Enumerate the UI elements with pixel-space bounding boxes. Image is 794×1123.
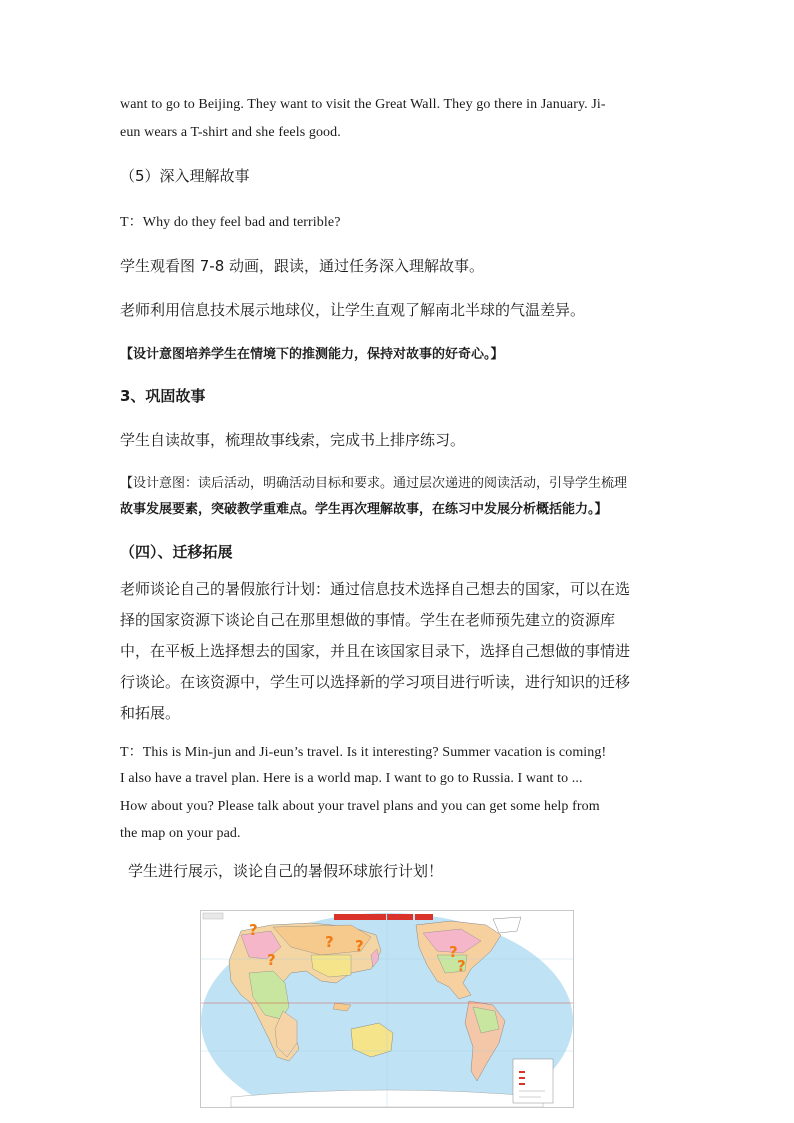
design-intent-body: 培养学生在情境下的推测能力，保持对故事的好奇心。】 <box>185 347 504 362</box>
legend-swatch <box>519 1077 525 1079</box>
question-marker-icon[interactable]: ? <box>325 933 334 951</box>
teacher-line: How about you? Please talk about your travel plans and you can get some help from <box>120 799 600 814</box>
legend-swatch <box>519 1083 525 1085</box>
map-header-bar <box>387 914 413 920</box>
world-map-graphic <box>201 911 573 1107</box>
text-line: eun wears a T-shirt and she feels good. <box>120 125 341 140</box>
design-intent-prefix: 【设计意图 <box>120 347 186 362</box>
question-marker-icon[interactable]: ? <box>457 957 466 975</box>
section-heading: （5）深入理解故事 <box>120 167 250 185</box>
paragraph-line: 行谈论。在该资源中，学生可以选择新的学习项目进行听读，进行知识的迁移 <box>120 673 631 691</box>
teacher-line: I also have a travel plan. Here is a world map. I want to go to Russia. I want to ... <box>120 771 583 786</box>
question-marker-icon[interactable]: ? <box>449 943 458 961</box>
question-marker-icon[interactable]: ? <box>249 921 258 939</box>
paragraph: 学生进行展示，谈论自己的暑假环球旅行计划！ <box>128 862 444 880</box>
map-header-bar <box>334 914 386 920</box>
teacher-line: the map on your pad. <box>120 826 241 841</box>
paragraph: 老师利用信息技术展示地球仪，让学生直观了解南北半球的气温差异。 <box>120 301 586 319</box>
teacher-line: T：This is Min-jun and Ji-eun’s travel. Is it interesting? Summer vacation is coming! <box>120 745 607 760</box>
paragraph: 学生观看图 7-8 动画，跟读，通过任务深入理解故事。 <box>120 257 485 275</box>
question-marker-icon[interactable]: ? <box>267 951 276 969</box>
legend-swatch <box>519 1071 525 1073</box>
text-line: want to go to Beijing. They want to visit the Great Wall. They go there in January. Ji- <box>120 97 606 112</box>
paragraph: 学生自读故事，梳理故事线索，完成书上排序练习。 <box>120 431 466 449</box>
design-intent <box>120 343 504 362</box>
section-heading: 3、巩固故事 <box>120 387 206 405</box>
teacher-line: T：Why do they feel bad and terrible? <box>120 215 341 230</box>
world-map-image[interactable] <box>200 910 574 1108</box>
map-toolbar <box>203 913 223 919</box>
paragraph-line: 中，在平板上选择想去的国家，并且在该国家目录下，选择自己想做的事情进 <box>120 642 631 660</box>
region-greenland <box>493 917 521 933</box>
map-legend <box>513 1059 553 1103</box>
paragraph-line: 老师谈论自己的暑假旅行计划：通过信息技术选择自己想去的国家，可以在选 <box>120 580 631 598</box>
map-header-bar <box>415 914 433 920</box>
section-heading: （四）、迁移拓展 <box>120 543 233 561</box>
paragraph-line: 和拓展。 <box>120 704 181 722</box>
question-marker-icon[interactable]: ? <box>355 937 364 955</box>
design-intent: 故事发展要素，突破教学重难点。学生再次理解故事，在练习中发展分析概括能力。】 <box>120 502 608 517</box>
paragraph-line: 择的国家资源下谈论自己在那里想做的事情。学生在老师预先建立的资源库 <box>120 611 616 629</box>
design-intent: 【设计意图：读后活动，明确活动目标和要求。通过层次递进的阅读活动，引导学生梳理 <box>120 476 628 491</box>
